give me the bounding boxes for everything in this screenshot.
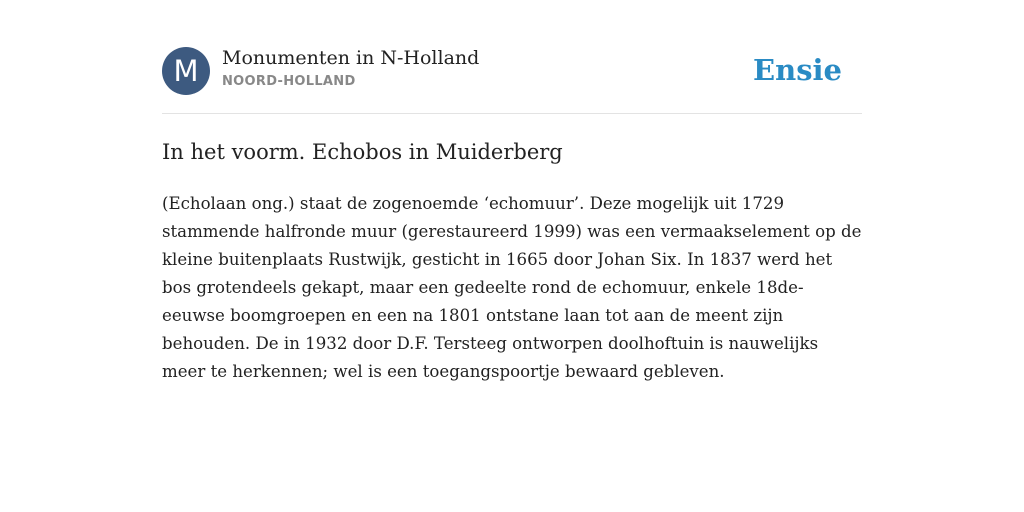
brand-logo[interactable]: Ensie [753, 53, 842, 87]
article-body: (Echolaan ong.) staat de zogenoemde ‘echomuur’. Deze mogelijk uit 1729 stammende halfronde muur (gerestaureerd 1999) was een vermaakselement op de kleine buitenplaats Rustwijk, gesticht in 1665 door Johan Six. In 1837 werd het bos grotendeels gekapt, maar een gedeelte rond de echomuur, enkele 18de-eeuwse boomgroepen en een na 1801 ontstane laan tot aan de meent zijn behouden. De in 1932 door D.F. Tersteeg ontworpen doolhoftuin is nauwelijks meer te herkennen; wel is een toegangspoortje bewaard gebleven. [162, 194, 862, 381]
article-title: In het voorm. Echobos in Muiderberg [162, 140, 563, 164]
header-divider [162, 113, 862, 114]
source-subtitle[interactable]: NOORD-HOLLAND [222, 74, 356, 89]
source-header [162, 46, 862, 96]
source-avatar[interactable]: M [162, 47, 210, 95]
source-title[interactable]: Monumenten in N-Holland [222, 47, 480, 69]
